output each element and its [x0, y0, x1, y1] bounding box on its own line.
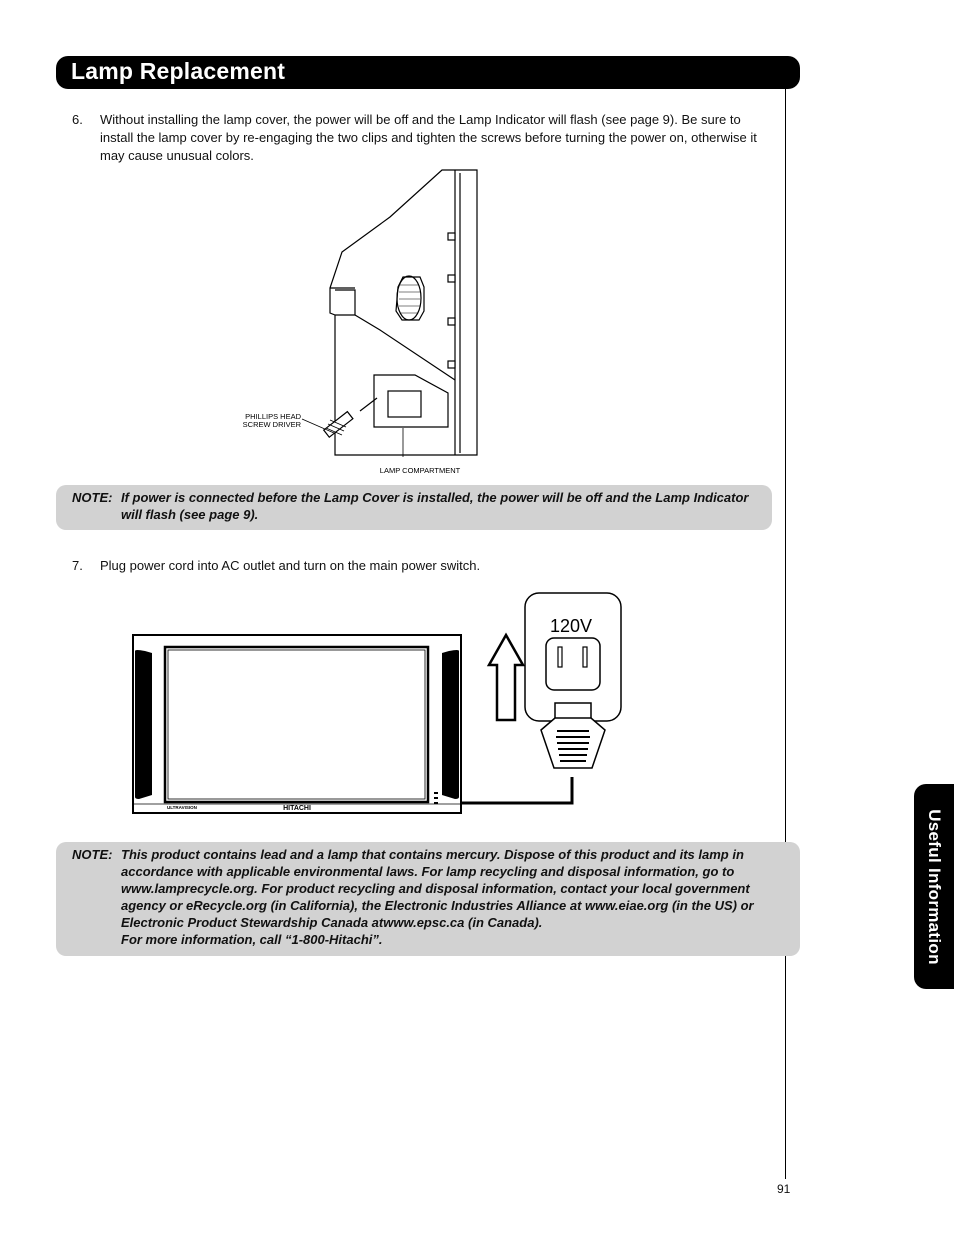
lamp-compartment-diagram	[230, 165, 490, 485]
section-side-tab	[914, 784, 954, 989]
step-number: 7.	[72, 558, 83, 573]
compartment-label: LAMP COMPARTMENT	[379, 466, 461, 475]
note-box	[56, 485, 772, 530]
page-number: 91	[777, 1182, 791, 1196]
section-title-bar	[56, 56, 800, 89]
note-line: www.lamprecycle.org. For product recycling and disposal information, contact your local government	[121, 881, 750, 896]
power-cord	[461, 777, 572, 803]
side-tab-label: Useful Information	[925, 808, 944, 965]
page-title: Lamp Replacement	[71, 58, 286, 84]
tv-side-outline	[330, 170, 477, 455]
model-label: ULTRAVISION	[167, 805, 197, 810]
socket-slot-left	[558, 647, 562, 667]
note-line: Electronic Product Stewardship Canada atwww.epsc.ca (in Canada).	[121, 915, 543, 930]
note-text	[121, 846, 781, 948]
brand-label: HITACHI	[283, 805, 311, 812]
note-label: NOTE:	[72, 847, 113, 862]
step-text: Without installing the lamp cover, the power will be off and the Lamp Indicator will flash (see page 9). Be sure to install the lamp cover by re-engaging the two clips and tighten the screws before turning the power on, otherwise it may cause unusual colors.	[100, 112, 757, 163]
screwdriver-label-line1: PHILLIPS HEAD	[245, 412, 301, 421]
voltage-label: 120V	[550, 616, 593, 636]
screwdriver-label-line2: SCREW DRIVER	[242, 420, 301, 429]
note-line: This product contains lead and a lamp that contains mercury. Dispose of this product and its lamp in	[121, 847, 744, 862]
environmental-note-box	[56, 842, 800, 956]
step-text: Plug power cord into AC outlet and turn on the main power switch.	[100, 558, 481, 573]
right-margin-rule	[785, 89, 786, 1179]
up-arrow-icon	[489, 635, 523, 720]
step-number: 6.	[72, 112, 83, 127]
tv-front	[133, 635, 461, 813]
note-label: NOTE:	[72, 490, 113, 505]
note-text: If power is connected before the Lamp Cover is installed, the power will be off and the Lamp Indicator will flash (see page 9).	[121, 490, 749, 522]
note-line: accordance with applicable environmental laws. For lamp recycling and disposal information, go to	[121, 864, 735, 879]
socket-slot-right	[583, 647, 587, 667]
note-line: For more information, call “1-800-Hitachi”.	[121, 932, 383, 947]
socket-face	[546, 638, 600, 690]
note-line: agency or eRecycle.org (in California), the Electronic Industries Alliance at www.eiae.org (in the US) or	[121, 898, 754, 913]
power-connection-diagram	[125, 585, 665, 825]
